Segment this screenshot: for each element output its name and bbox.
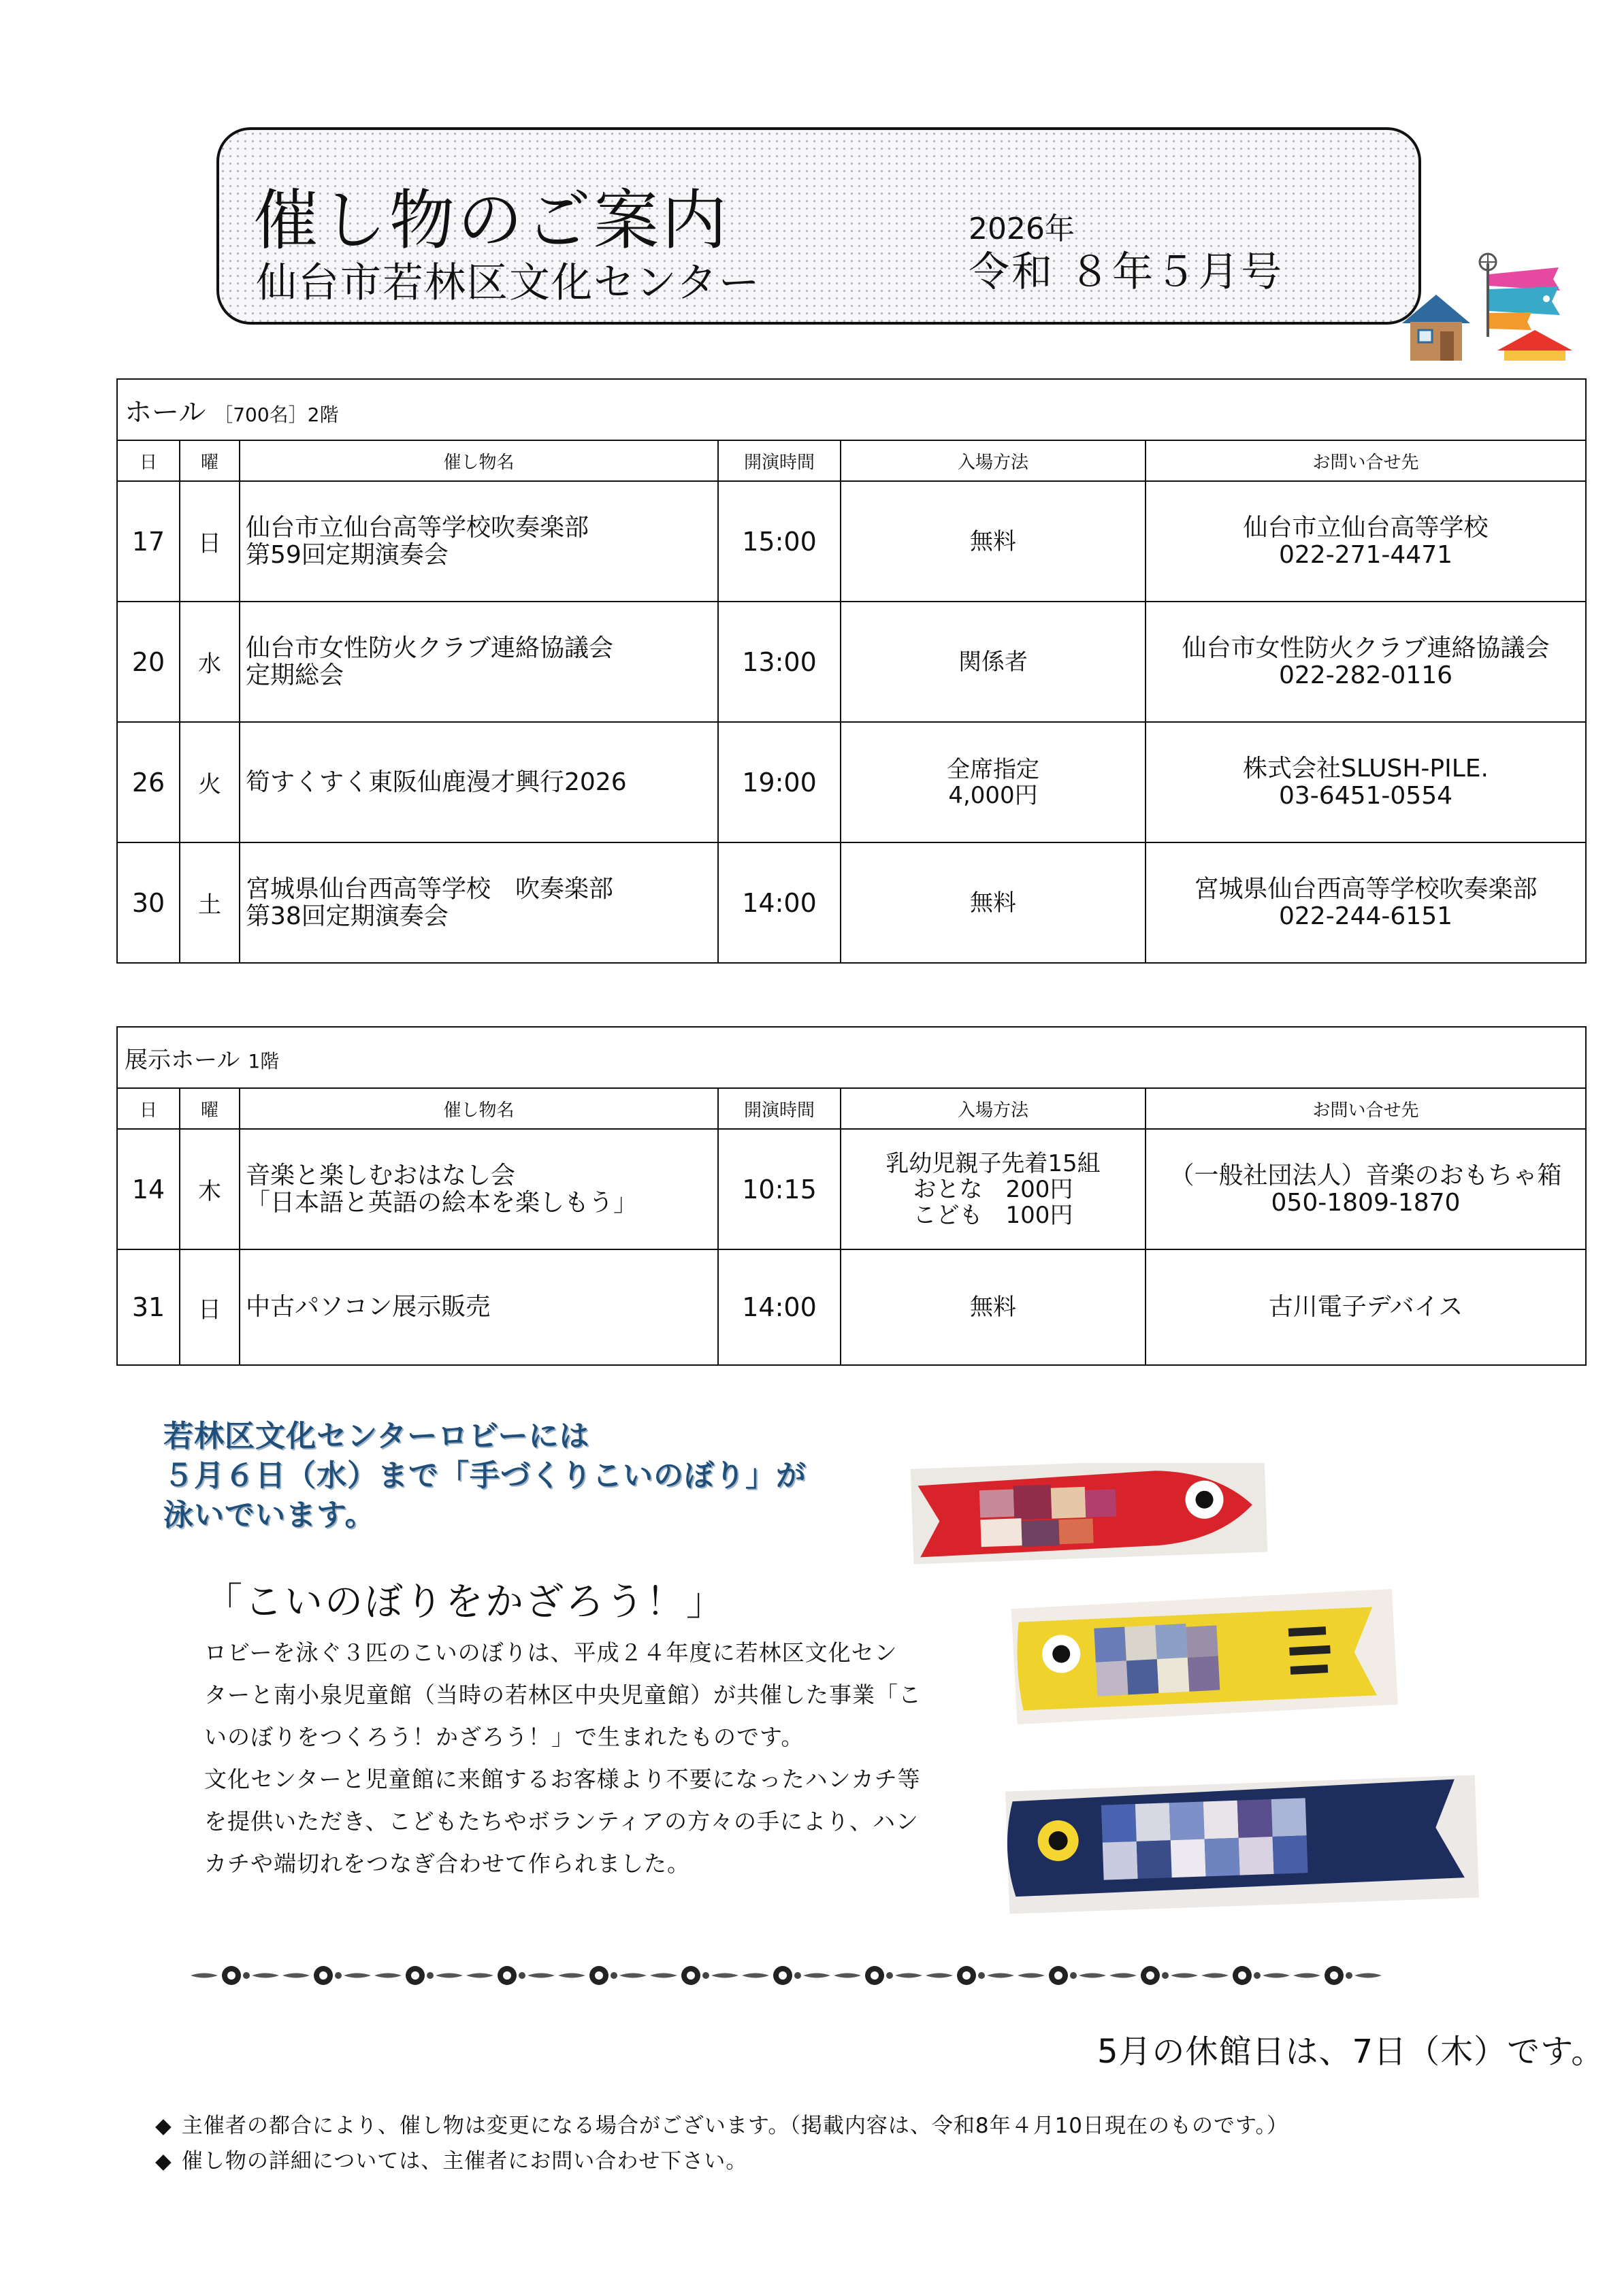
- column-header-row: [117, 440, 1586, 481]
- day-cell: 31: [117, 1249, 180, 1365]
- contact-cell: 宮城県仙台西高等学校吹奏楽部 022-244-6151: [1146, 842, 1586, 963]
- time-cell: 14:00: [718, 1249, 841, 1365]
- time-cell: 10:15: [718, 1129, 841, 1249]
- column-header: 開演時間: [718, 1088, 841, 1129]
- contact-cell: 株式会社SLUSH-PILE. 03-6451-0554: [1146, 722, 1586, 842]
- day-cell: 17: [117, 481, 180, 602]
- section-capacity: ［700名］2階: [214, 403, 339, 426]
- time-cell: 15:00: [718, 481, 841, 602]
- event-cell: 音楽と楽しむおはなし会 「日本語と英語の絵本を楽しもう」: [240, 1129, 718, 1249]
- koinobori-photos: [898, 1463, 1491, 1939]
- column-header: お問い合せ先: [1146, 1088, 1586, 1129]
- contact-cell: 仙台市立仙台高等学校 022-271-4471: [1146, 481, 1586, 602]
- column-header-row: [117, 1088, 1586, 1129]
- event-cell: 中古パソコン展示販売: [240, 1249, 718, 1365]
- section-header-hall: [117, 379, 1586, 440]
- koinobori-description: ロビーを泳ぐ３匹のこいのぼりは、平成２４年度に若林区文化セン ターと南小泉児童館（当時の若林区中央児童館）が共催した事業「こ いのぼりをつくろう！かざろう！」で生まれたものです。 文化センターと児童館に来館するお客様より不要になったハンカチ等 を提供いただき、こどもたちやボランティアの方々の手により、ハン カチや端切れをつなぎ合わせて作られました。: [204, 1639, 922, 1877]
- weekday-cell: 水: [180, 602, 240, 722]
- section-header-exhibition: [117, 1027, 1586, 1088]
- event-cell: 仙台市女性防火クラブ連絡協議会 定期総会: [240, 602, 718, 722]
- day-cell: 14: [117, 1129, 180, 1249]
- column-header: 日: [117, 440, 180, 481]
- contact-cell: 仙台市女性防火クラブ連絡協議会 022-282-0116: [1146, 602, 1586, 722]
- event-cell: 筍すくすく東阪仙鹿漫才興行2026: [240, 722, 718, 842]
- lobby-headline: 若林区文化センターロビーには ５月６日（水）まで「手づくりこいのぼり」が 泳いでいます。: [163, 1419, 807, 1532]
- hall-schedule-table: [116, 378, 1587, 964]
- table-row: [117, 481, 1586, 602]
- issue-year: 2026年: [969, 212, 1075, 246]
- event-cell: 宮城県仙台西高等学校 吹奏楽部 第38回定期演奏会: [240, 842, 718, 963]
- table-row: [117, 602, 1586, 722]
- closed-day-notice: 5月の休館日は、7日（木）です。: [1097, 2033, 1605, 2071]
- section-name: 展示ホール: [125, 1046, 240, 1074]
- column-header: 開演時間: [718, 440, 841, 481]
- time-cell: 13:00: [718, 602, 841, 722]
- weekday-cell: 木: [180, 1129, 240, 1249]
- koinobori-title: 「こいのぼりをかざろう！」: [204, 1580, 726, 1624]
- section-name: ホール: [125, 396, 206, 428]
- bullet-icon: ◆: [155, 2149, 172, 2174]
- admission-cell: 乳幼児親子先着15組 おとな 200円 こども 100円: [841, 1129, 1146, 1249]
- weekday-cell: 日: [180, 1249, 240, 1365]
- section-floor: 1階: [248, 1049, 280, 1072]
- column-header: 曜: [180, 440, 240, 481]
- flower-garland-icon: [191, 1958, 1463, 1992]
- admission-cell: 全席指定 4,000円: [841, 722, 1146, 842]
- day-cell: 26: [117, 722, 180, 842]
- admission-cell: 無料: [841, 481, 1146, 602]
- column-header: 入場方法: [841, 1088, 1146, 1129]
- day-cell: 30: [117, 842, 180, 963]
- contact-cell: （一般社団法人）音楽のおもちゃ箱 050-1809-1870: [1146, 1129, 1586, 1249]
- contact-cell: 古川電子デバイス: [1146, 1249, 1586, 1365]
- weekday-cell: 日: [180, 481, 240, 602]
- event-cell: 仙台市立仙台高等学校吹奏楽部 第59回定期演奏会: [240, 481, 718, 602]
- table-row: [117, 1249, 1586, 1365]
- time-cell: 14:00: [718, 842, 841, 963]
- weekday-cell: 火: [180, 722, 240, 842]
- column-header: 入場方法: [841, 440, 1146, 481]
- day-cell: 20: [117, 602, 180, 722]
- column-header: 日: [117, 1088, 180, 1129]
- admission-cell: 無料: [841, 1249, 1146, 1365]
- column-header: 催し物名: [240, 440, 718, 481]
- note-item: ◆ 主催者の都合により、催し物は変更になる場合がございます。（掲載内容は、令和8年４月10日現在のものです。）: [155, 2114, 1289, 2138]
- exhibition-schedule-table: [116, 1026, 1587, 1366]
- admission-cell: 関係者: [841, 602, 1146, 722]
- venue-name: 仙台市若林区文化センター: [256, 259, 761, 307]
- table-row: [117, 842, 1586, 963]
- page-title: 催し物のご案内: [253, 182, 730, 259]
- bullet-icon: ◆: [155, 2114, 172, 2138]
- issue-month: 令和 ８年５月号: [969, 248, 1284, 296]
- table-row: [117, 1129, 1586, 1249]
- weekday-cell: 土: [180, 842, 240, 963]
- note-item: ◆ 催し物の詳細については、主催者にお問い合わせ下さい。: [155, 2149, 748, 2174]
- column-header: お問い合せ先: [1146, 440, 1586, 481]
- time-cell: 19:00: [718, 722, 841, 842]
- column-header: 催し物名: [240, 1088, 718, 1129]
- table-row: [117, 722, 1586, 842]
- column-header: 曜: [180, 1088, 240, 1129]
- house-and-koinobori-icon: [1402, 248, 1572, 361]
- admission-cell: 無料: [841, 842, 1146, 963]
